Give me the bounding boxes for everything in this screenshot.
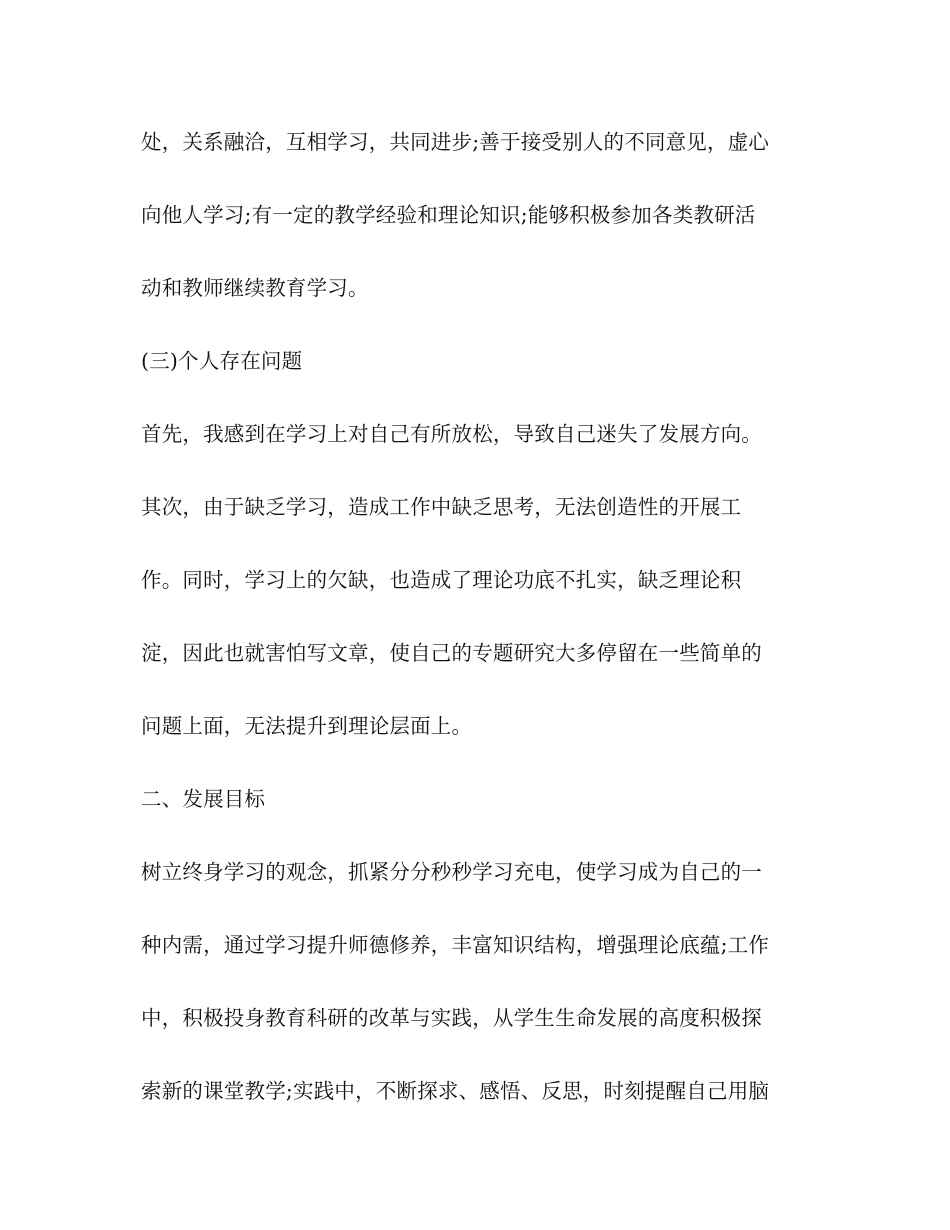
text-line: 索新的课堂教学;实践中，不断探求、感悟、反思，时刻提醒自己用脑 xyxy=(141,1079,770,1103)
text-line: 问题上面，无法提升到理论层面上。 xyxy=(141,714,473,738)
text-line: 中，积极投身教育科研的改革与实践，从学生生命发展的高度积极探 xyxy=(141,1006,762,1030)
text-line: 首先，我感到在学习上对自己有所放松，导致自己迷失了发展方向。 xyxy=(141,422,762,446)
text-line: 树立终身学习的观念，抓紧分分秒秒学习充电，使学习成为自己的一 xyxy=(141,860,762,884)
text-line: 向他人学习;有一定的教学经验和理论知识;能够积极参加各类教研活 xyxy=(141,203,756,227)
text-line: 动和教师继续教育学习。 xyxy=(141,276,369,300)
text-line: 其次，由于缺乏学习，造成工作中缺乏思考，无法创造性的开展工 xyxy=(141,495,742,519)
text-line: 作。同时，学习上的欠缺，也造成了理论功底不扎实，缺乏理论积 xyxy=(141,568,742,592)
text-line: 种内需，通过学习提升师德修养，丰富知识结构，增强理论底蕴;工作 xyxy=(141,933,770,957)
text-line: 淀，因此也就害怕写文章，使自己的专题研究大多停留在一些简单的 xyxy=(141,641,762,665)
text-line: 处，关系融洽，互相学习，共同进步;善于接受别人的不同意见，虚心 xyxy=(141,130,770,154)
section-heading: 二、发展目标 xyxy=(141,787,266,811)
section-heading: (三)个人存在问题 xyxy=(141,349,303,373)
